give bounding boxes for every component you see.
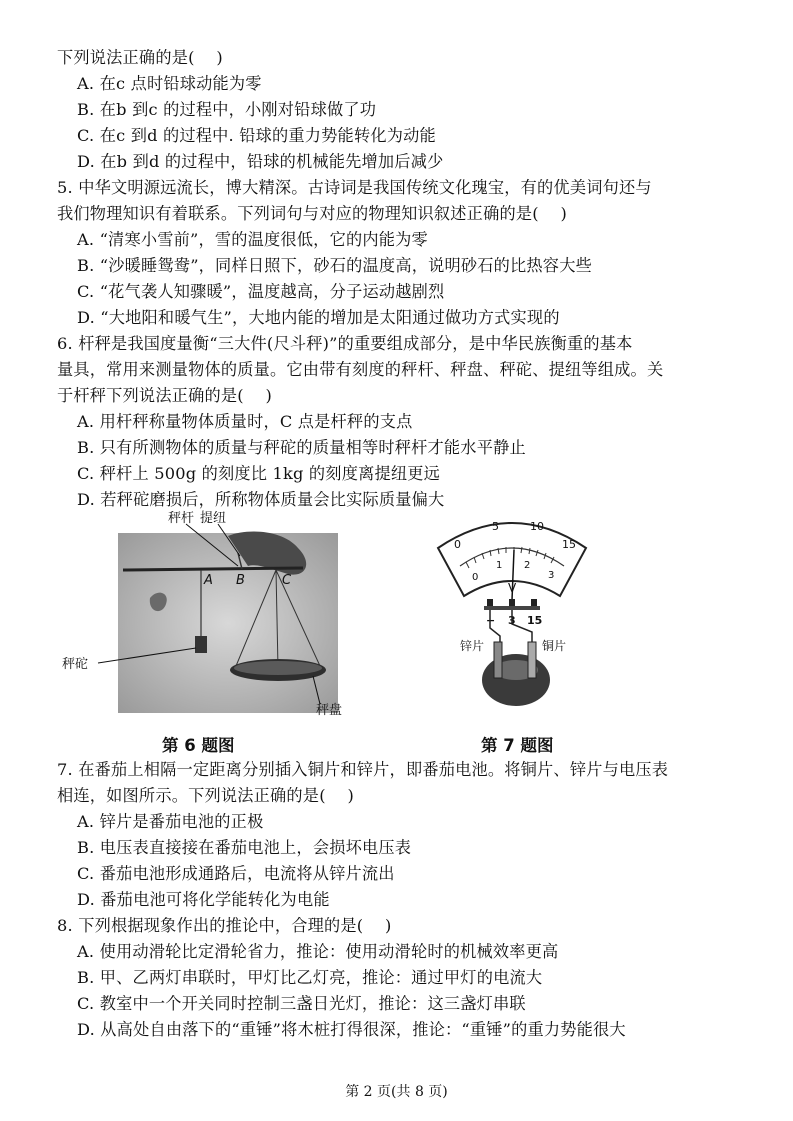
label-point-b: B <box>236 573 245 588</box>
scale-top-15: 15 <box>562 538 576 551</box>
scale-top-0: 0 <box>454 538 461 551</box>
terminal-neg-post <box>487 599 493 606</box>
zinc-plate <box>494 642 502 678</box>
figure-6-steelyard <box>58 508 348 728</box>
meter-unit: V <box>508 581 517 595</box>
q6-stem-line2: 量具，常用来测量物体的质量。它由带有刻度的秤杆、秤盘、秤砣、提纽等组成。关 <box>57 360 664 379</box>
q4-option-c: C. 在c 到d 的过程中. 铅球的重力势能转化为动能 <box>77 126 436 145</box>
figure-7-voltmeter <box>432 508 592 718</box>
beam-line <box>123 568 303 570</box>
label-copper: 铜片 <box>542 639 567 653</box>
pan-inner <box>234 661 322 675</box>
q7-option-b: B. 电压表直接接在番茄电池上，会损坏电压表 <box>77 838 412 857</box>
q8-option-a: A. 使用动滑轮比定滑轮省力，推论：使用动滑轮时的机械效率更高 <box>77 942 559 961</box>
terminal-3-post <box>509 599 515 606</box>
q8-option-c: C. 教室中一个开关同时控制三盏日光灯，推论：这三盏灯串联 <box>77 994 526 1013</box>
terminal-15-post <box>531 599 537 606</box>
terminal-bar <box>484 606 540 610</box>
label-knob: 提纽 <box>200 511 227 526</box>
scale-top-5: 5 <box>492 520 499 533</box>
scale-bottom-2: 2 <box>524 560 531 571</box>
q5-option-d: D. “大地阳和暖气生”，大地内能的增加是太阳通过做功方式实现的 <box>77 308 560 327</box>
q5-stem-line2: 我们物理知识有着联系。下列词句与对应的物理知识叙述正确的是( ) <box>57 204 567 223</box>
q7-option-c: C. 番茄电池形成通路后，电流将从锌片流出 <box>77 864 395 883</box>
q6-stem-line3: 于杆秤下列说法正确的是( ) <box>57 386 273 405</box>
q7-option-d: D. 番茄电池可将化学能转化为电能 <box>77 890 330 909</box>
label-weight: 秤砣 <box>62 657 89 672</box>
q8-stem: 8. 下列根据现象作出的推论中，合理的是( ) <box>57 916 392 935</box>
copper-plate <box>528 642 536 678</box>
figure-6-caption: 第 6 题图 <box>162 736 235 755</box>
q6-stem-line1: 6. 杆秤是我国度量衡“三大件(尺斗秤)”的重要组成部分，是中华民族衡重的基本 <box>57 334 633 353</box>
q5-option-c: C. “花气袭人知骤暖”，温度越高，分子运动越剧烈 <box>77 282 445 301</box>
terminal-neg-label: − <box>486 614 496 627</box>
q6-option-b: B. 只有所测物体的质量与秤砣的质量相等时秤杆才能水平静止 <box>77 438 526 457</box>
q8-option-b: B. 甲、乙两灯串联时，甲灯比乙灯亮，推论：通过甲灯的电流大 <box>77 968 543 987</box>
label-pan: 秤盘 <box>316 703 343 718</box>
label-point-a: A <box>204 573 213 588</box>
q8-option-d: D. 从高处自由落下的“重锤”将木桩打得很深，推论：“重锤”的重力势能很大 <box>77 1020 626 1039</box>
q7-stem-line2: 相连，如图所示。下列说法正确的是( ) <box>57 786 354 805</box>
q4-option-d: D. 在b 到d 的过程中，铅球的机械能先增加后减少 <box>77 152 444 171</box>
label-point-c: C <box>282 573 292 588</box>
scale-top-10: 10 <box>530 520 544 533</box>
terminal-3-label: 3 <box>508 614 516 627</box>
q4-option-a: A. 在c 点时铅球动能为零 <box>77 74 262 93</box>
q6-option-d: D. 若秤砣磨损后，所称物体质量会比实际质量偏大 <box>77 490 445 509</box>
q5-option-b: B. “沙暖睡鸳鸯”，同样日照下，砂石的温度高，说明砂石的比热容大些 <box>77 256 592 275</box>
label-zinc: 锌片 <box>460 639 485 653</box>
scale-bottom-3: 3 <box>548 570 555 581</box>
page-footer: 第 2 页(共 8 页) <box>345 1084 448 1100</box>
scale-bottom-1: 1 <box>496 560 503 571</box>
weight-block <box>195 636 207 653</box>
q5-option-a: A. “清寒小雪前”，雪的温度很低，它的内能为零 <box>77 230 428 249</box>
q4-stem: 下列说法正确的是( ) <box>57 48 223 67</box>
scale-bottom-0: 0 <box>472 572 479 583</box>
q6-option-c: C. 秤杆上 500g 的刻度比 1kg 的刻度离提纽更远 <box>77 464 441 483</box>
label-beam: 秤杆 <box>168 511 195 526</box>
terminal-15-label: 15 <box>527 614 543 627</box>
figure-7-caption: 第 7 题图 <box>481 736 554 755</box>
q4-option-b: B. 在b 到c 的过程中，小刚对铅球做了功 <box>77 100 377 119</box>
q7-stem-line1: 7. 在番茄上相隔一定距离分别插入铜片和锌片，即番茄电池。将铜片、锌片与电压表 <box>57 760 669 779</box>
q6-option-a: A. 用杆秤称量物体质量时，C 点是杆秤的支点 <box>77 412 413 431</box>
q7-option-a: A. 锌片是番茄电池的正极 <box>77 812 264 831</box>
q5-stem-line1: 5. 中华文明源远流长，博大精深。古诗词是我国传统文化瑰宝，有的优美词句还与 <box>57 178 652 197</box>
